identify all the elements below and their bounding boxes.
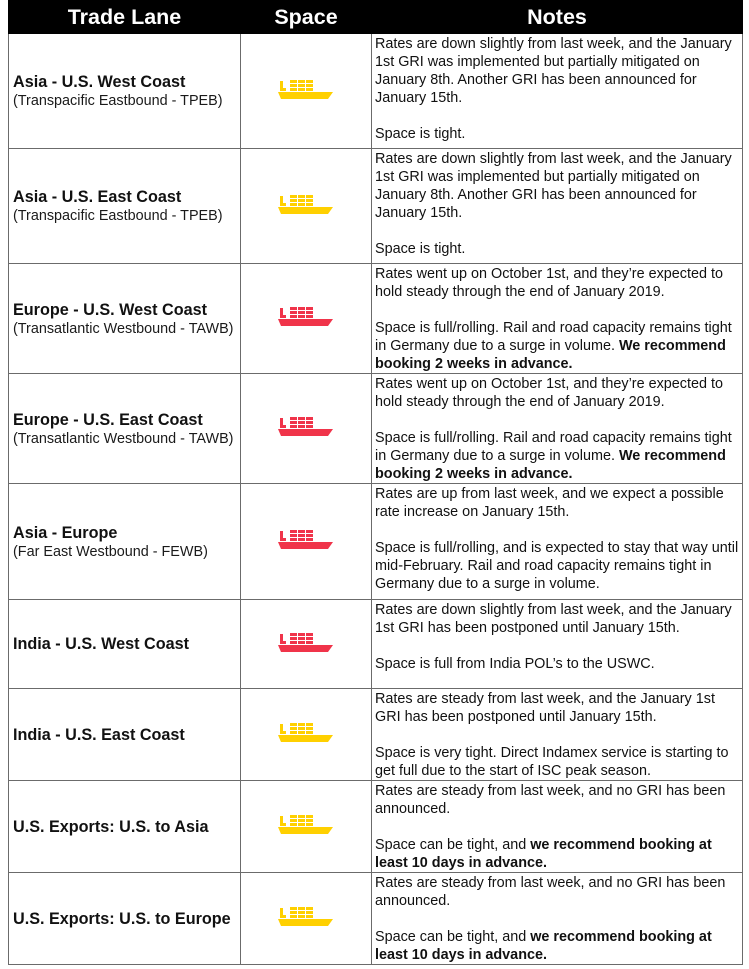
notes-cell [372,264,743,374]
booking-recommendation: We recommend booking 2 weeks in advance. [375,448,726,482]
cargo-ship-icon [278,528,334,550]
notes-cell [372,34,743,149]
space-note [375,125,739,143]
table-row [9,689,743,781]
space-note [375,744,739,780]
space-note-text: Space can be tight, and [375,837,531,853]
cargo-ship-icon [278,721,334,743]
notes-cell [372,600,743,689]
rates-note: Rates are steady from last week, and no GRI has been announced. [375,783,726,817]
rates-note: Rates are up from last week, and we expect a possible rate increase on January 15th. [375,486,724,520]
space-note-text: Space is full/rolling. Rail and road capacity remains tight in Germany due to a surge in volume. [375,320,732,354]
space-status-cell [241,374,372,484]
trade-lane-cell [9,689,241,781]
notes-cell [372,149,743,264]
lane-name: India - U.S. East Coast [13,725,185,744]
table-body [9,34,743,965]
space-note-text: Space is full/rolling, and is expected to stay that way until mid-February. Rail and road capacity remains tight in Germany due to a surge in volume. [375,540,739,592]
space-note [375,429,739,483]
space-status-cell [241,149,372,264]
lane-name: Asia - U.S. East Coast [13,188,182,206]
lane-name: Europe - U.S. West Coast [13,300,207,319]
rates-note: Rates are steady from last week, and no GRI has been announced. [375,875,726,909]
table-row [9,873,743,965]
space-status-cell [241,873,372,965]
trade-lane-cell [9,149,241,264]
trade-lane-cell [9,873,241,965]
table-row [9,264,743,374]
lane-name: India - U.S. West Coast [13,635,189,653]
table-row [9,484,743,600]
trade-lane-table [8,0,743,965]
trade-lane-cell [9,781,241,873]
lane-subtitle: (Transpacific Eastbound - TPEB) [13,93,223,109]
notes-cell [372,781,743,873]
rates-note: Rates went up on October 1st, and they’re expected to hold steady through the end of January 2019. [375,376,723,410]
cargo-ship-icon [278,813,334,835]
cargo-ship-icon [278,305,334,327]
lane-subtitle: (Far East Westbound - FEWB) [13,543,208,560]
booking-recommendation: we recommend booking at least 10 days in advance. [375,837,712,871]
booking-recommendation: we recommend booking at least 10 days in advance. [375,929,712,963]
space-note-text: Space is very tight. Direct Indamex service is starting to get full due to the start of ISC peak season. [375,745,729,779]
rates-note: Rates are down slightly from last week, and the January 1st GRI was implemented but partially mitigated on January 8th. Another GRI has been announced for January 15th. [375,151,732,221]
space-note-text: Space is full from India POL’s to the USWC. [375,656,655,672]
lane-subtitle: (Transatlantic Westbound - TAWB) [13,430,234,447]
space-status-cell [241,484,372,600]
rates-note: Rates are down slightly from last week, and the January 1st GRI has been postponed until January 15th. [375,602,732,636]
lane-name: Europe - U.S. East Coast [13,410,203,429]
space-status-cell [241,264,372,374]
space-note [375,240,739,258]
table-row [9,149,743,264]
table-row [9,34,743,149]
notes-cell [372,374,743,484]
space-status-cell [241,600,372,689]
space-note [375,319,739,373]
notes-cell [372,873,743,965]
trade-lane-cell [9,600,241,689]
space-status-cell [241,34,372,149]
cargo-ship-icon [278,193,334,215]
table-header-row [9,1,743,34]
space-note [375,655,739,673]
notes-cell [372,689,743,781]
trade-lane-cell [9,264,241,374]
cargo-ship-icon [278,631,334,653]
notes-cell [372,484,743,600]
space-note-text: Space is tight. [375,241,466,257]
booking-recommendation: We recommend booking 2 weeks in advance. [375,338,726,372]
rates-note: Rates went up on October 1st, and they’re expected to hold steady through the end of January 2019. [375,266,723,300]
table-row [9,600,743,689]
table-row [9,781,743,873]
lane-name: U.S. Exports: U.S. to Europe [13,909,231,928]
space-note-text: Space can be tight, and [375,929,531,945]
space-note [375,928,739,964]
trade-lane-cell [9,34,241,149]
lane-name: Asia - Europe [13,523,118,542]
lane-name: Asia - U.S. West Coast [13,73,186,91]
trade-lane-cell [9,484,241,600]
cargo-ship-icon [278,415,334,437]
rates-note: Rates are steady from last week, and the January 1st GRI has been postponed until January 15th. [375,691,715,725]
header-notes: Notes [372,1,743,34]
lane-name: U.S. Exports: U.S. to Asia [13,817,209,836]
lane-subtitle: (Transpacific Eastbound - TPEB) [13,208,223,224]
table-row [9,374,743,484]
space-note-text: Space is tight. [375,126,466,142]
trade-lane-cell [9,374,241,484]
header-trade-lane: Trade Lane [9,1,241,34]
space-status-cell [241,689,372,781]
space-status-cell [241,781,372,873]
lane-subtitle: (Transatlantic Westbound - TAWB) [13,320,234,337]
header-space: Space [241,1,372,34]
cargo-ship-icon [278,905,334,927]
space-note-text: Space is full/rolling. Rail and road capacity remains tight in Germany due to a surge in volume. [375,430,732,464]
space-note [375,836,739,872]
rates-note: Rates are down slightly from last week, and the January 1st GRI was implemented but partially mitigated on January 8th. Another GRI has been announced for January 15th. [375,36,732,106]
space-note [375,539,739,593]
cargo-ship-icon [278,78,334,100]
